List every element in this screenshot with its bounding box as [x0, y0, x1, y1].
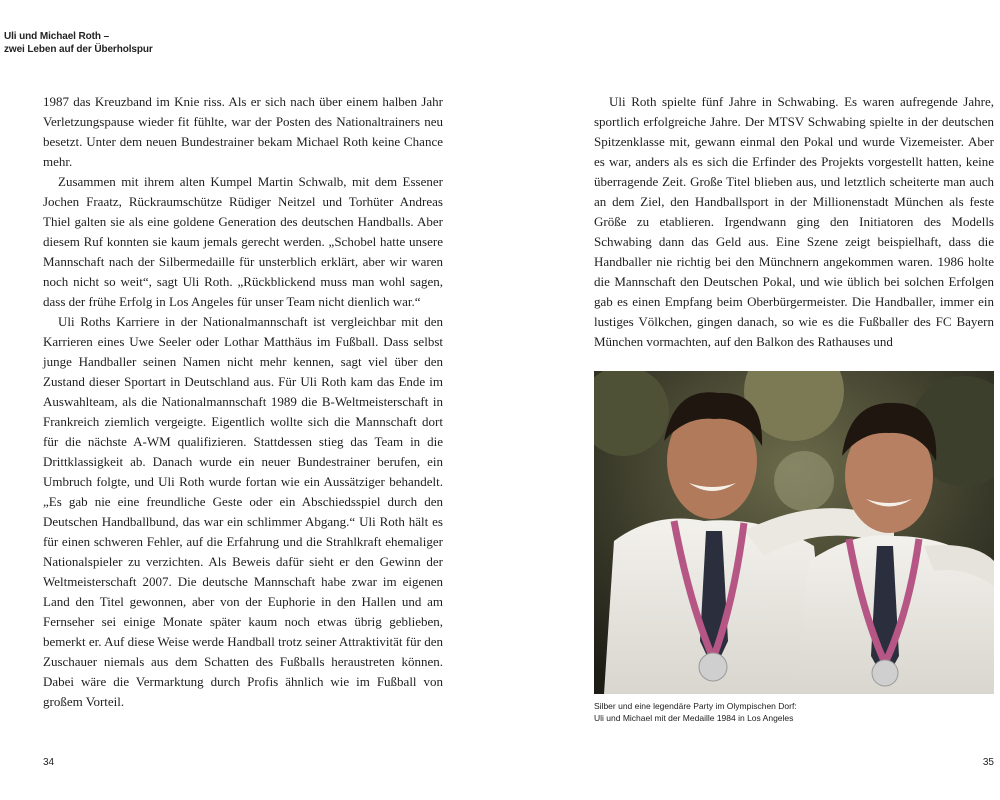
paragraph: Uli Roth spielte fünf Jahre in Schwabing. Es waren aufregende Jahre, sportlich erfolgreiche Jahre. Der MTSV Schwabing spielte in der deutschen Spitzenklasse mit, gewann einmal den Pokal und wurde Vizemeister. Aber es war, anders als es sich die Erfinder des Projekts vorgestellt hatten, keine überragende Zeit. Große Titel blieben aus, und letztlich scheiterte man auch an dem Ziel, den Handballsport in der Millionenstadt München als feste Größe zu etablieren. Irgendwann ging den Initiatoren des Modells Schwabing dann das Geld aus. Eine Szene zeigt beispielhaft, dass die Handballer nie richtig bei den Münchnern angekommen waren. 1986 holte die Mannschaft den Deutschen Pokal, und wie üblich bei solchen Erfolgen gab es einen Empfang beim Oberbürgermeister. Die Handballer, immer ein lustiges Völkchen, gingen danach, so wie es die Fußballer des FC Bayern München vormachten, auf den Balkon des Rathauses und	[594, 94, 994, 349]
left-page-body	[43, 92, 443, 712]
paragraph: 1987 das Kreuzband im Knie riss. Als er sich nach über einem halben Jahr Verletzungspause wieder fit fühlte, war der Posten des Nationaltrainers neu besetzt. Unter dem neuen Bundestrainer bekam Michael Roth keine Chance mehr.	[43, 94, 443, 169]
photo-caption	[594, 700, 994, 724]
right-page-body	[594, 92, 994, 352]
running-head	[4, 30, 204, 56]
running-head-line-1: Uli und Michael Roth –	[4, 31, 110, 42]
paragraph: Uli Roths Karriere in der Nationalmannschaft ist vergleichbar mit den Karrieren eines Uwe Seeler oder Lothar Matthäus im Fußball. Dass selbst junge Handballer seinen Namen nicht mehr kennen, sagt viel über den Zustand dieser Sportart in Deutschland aus. Für Uli Roth kam das Ende im Auswahlteam, als die Nationalmannschaft 1989 die B-Weltmeisterschaft in Frankreich ziemlich vergeigte. Eigentlich wollte sich die Mannschaft dort für die nächste A-WM qualifizieren. Stattdessen stieg das Team in die Drittklassigkeit ab. Danach wurde ein neuer Bundestrainer berufen, ein Umbruch folgte, und Uli Roth wurde fortan wie ein Aussätziger behandelt. „Es gab nie eine freundliche Geste oder ein Abschiedsspiel durch den Deutschen Handballbund, das war ein schlimmer Abgang.“ Uli Roth hält es für einen schweren Fehler, auf die Erfahrung und die Strahlkraft ehemaliger Nationalspieler zu verzichten. Als Beweis dafür sieht er den Gewinn der Weltmeisterschaft 2007. Die deutsche Mannschaft habe zwar im eigenen Land den Titel gewonnen, aber von der Euphorie in den Hallen und am Fernseher sei einige Monate später kaum noch etwas übrig geblieben, bemerkt er. Auf diese Weise werde Handball trotz seiner Attraktivität für den Zuschauer niemals aus dem Schatten des Fußballs heraustreten können. Dabei wäre die Vermarktung durch Profis ähnlich wie im Fußball von großem Vorteil.	[43, 314, 443, 709]
page-number-right: 35	[982, 757, 994, 768]
running-head-line-2: zwei Leben auf der Überholspur	[4, 44, 153, 55]
caption-line-1: Silber und eine legendäre Party im Olympischen Dorf:	[594, 701, 797, 711]
photo-brothers-with-medals	[594, 371, 994, 694]
caption-line-2: Uli und Michael mit der Medaille 1984 in Los Angeles	[594, 713, 794, 723]
paragraph: Zusammen mit ihrem alten Kumpel Martin Schwalb, mit dem Essener Jochen Fraatz, Rückraumschütze Rüdiger Neitzel und Torhüter Andreas Thiel galten sie als eine goldene Generation des deutschen Handballs. Aber diesem Ruf konnten sie kaum jemals gerecht werden. „Schobel hatte unsere Mannschaft nach der Silbermedaille für unsterblich erklärt, aber wir waren noch nicht so weit“, sagt Uli Roth. „Rückblickend muss man wohl sagen, dass der frühe Erfolg in Los Angeles für unser Team nicht dienlich war.“	[43, 174, 443, 309]
page-number-left: 34	[43, 757, 55, 768]
